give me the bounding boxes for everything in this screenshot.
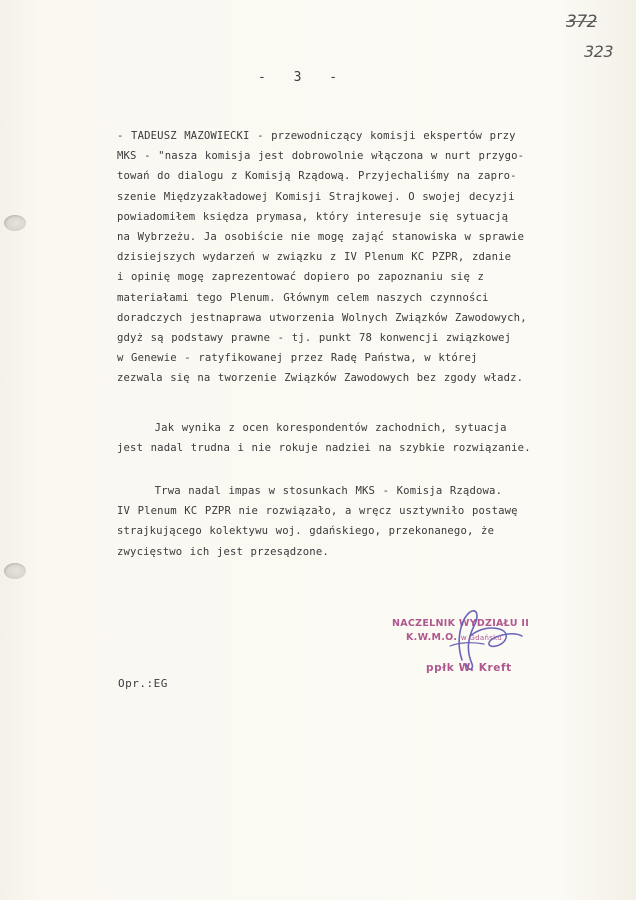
stamp-unit-location: w Gdańsku	[460, 634, 503, 642]
text-line: - TADEUSZ MAZOWIECKI - przewodniczący komisji ekspertów przy	[117, 130, 516, 142]
text-line: i opinię mogę zaprezentować dopiero po zapoznaniu się z	[117, 271, 485, 284]
text-line: zezwala się na tworzenie Związków Zawodowych bez zgody władz.	[117, 372, 524, 385]
punch-hole-top	[4, 215, 26, 231]
stamp-unit-main: K.W.M.O.	[406, 632, 461, 643]
prepared-by: Opr.:EG	[118, 677, 168, 690]
text-line: towań do dialogu z Komisją Rządową. Przyjechaliśmy na zapro-	[117, 170, 517, 183]
text-line: jest nadal trudna i nie rokuje nadziei na szybkie rozwiązanie.	[117, 442, 531, 455]
text-line: powiadomiłem księdza prymasa, który interesuje się sytuacją	[117, 210, 509, 223]
text-line: MKS - "nasza komisja jest dobrowolnie włączona w nurt przygo-	[117, 150, 525, 163]
archive-number-old: 372	[566, 12, 597, 32]
punch-hole-bottom	[4, 563, 26, 579]
text-line: na Wybrzeżu. Ja osobiście nie mogę zająć stanowiska w sprawie	[117, 230, 525, 243]
text-line: zwycięstwo ich jest przesądzone.	[117, 545, 329, 558]
official-stamp	[380, 612, 560, 682]
text-line: gdyż są podstawy prawne - tj. punkt 78 konwencji związkowej	[117, 331, 512, 344]
stamp-title: NACZELNIK WYDZIAŁU II	[392, 618, 530, 629]
text-line: szenie Międzyzakładowej Komisji Strajkowej. O swojej decyzji	[117, 190, 515, 203]
text-line: doradczych jestnaprawa utworzenia Wolnych Związków Zawodowych,	[117, 311, 527, 324]
paragraph-mazowiecki-statement	[117, 126, 527, 388]
text-line: strajkującego kolektywu woj. gdańskiego, przekonanego, że	[117, 525, 495, 538]
stamp-signatory: ppłk W. Kreft	[426, 662, 512, 674]
paragraph-correspondents	[117, 418, 531, 458]
text-line: w Genewie - ratyfikowanej przez Radę Państwa, w której	[117, 352, 478, 365]
text-line: materiałami tego Plenum. Głównym celem naszych czynności	[117, 291, 489, 304]
text-line: dzisiejszych wydarzeń w związku z IV Plenum KC PZPR, zdanie	[117, 251, 512, 264]
page-number: - 3 -	[258, 70, 348, 85]
paragraph-impasse	[117, 481, 518, 562]
archive-number-new: 323	[584, 42, 614, 61]
text-line: Jak wynika z ocen korespondentów zachodnich, sytuacja	[117, 422, 507, 434]
text-line: IV Plenum KC PZPR nie rozwiązało, a wręcz usztywniło postawę	[117, 505, 518, 518]
text-line: Trwa nadal impas w stosunkach MKS - Komisja Rządowa.	[117, 485, 503, 497]
